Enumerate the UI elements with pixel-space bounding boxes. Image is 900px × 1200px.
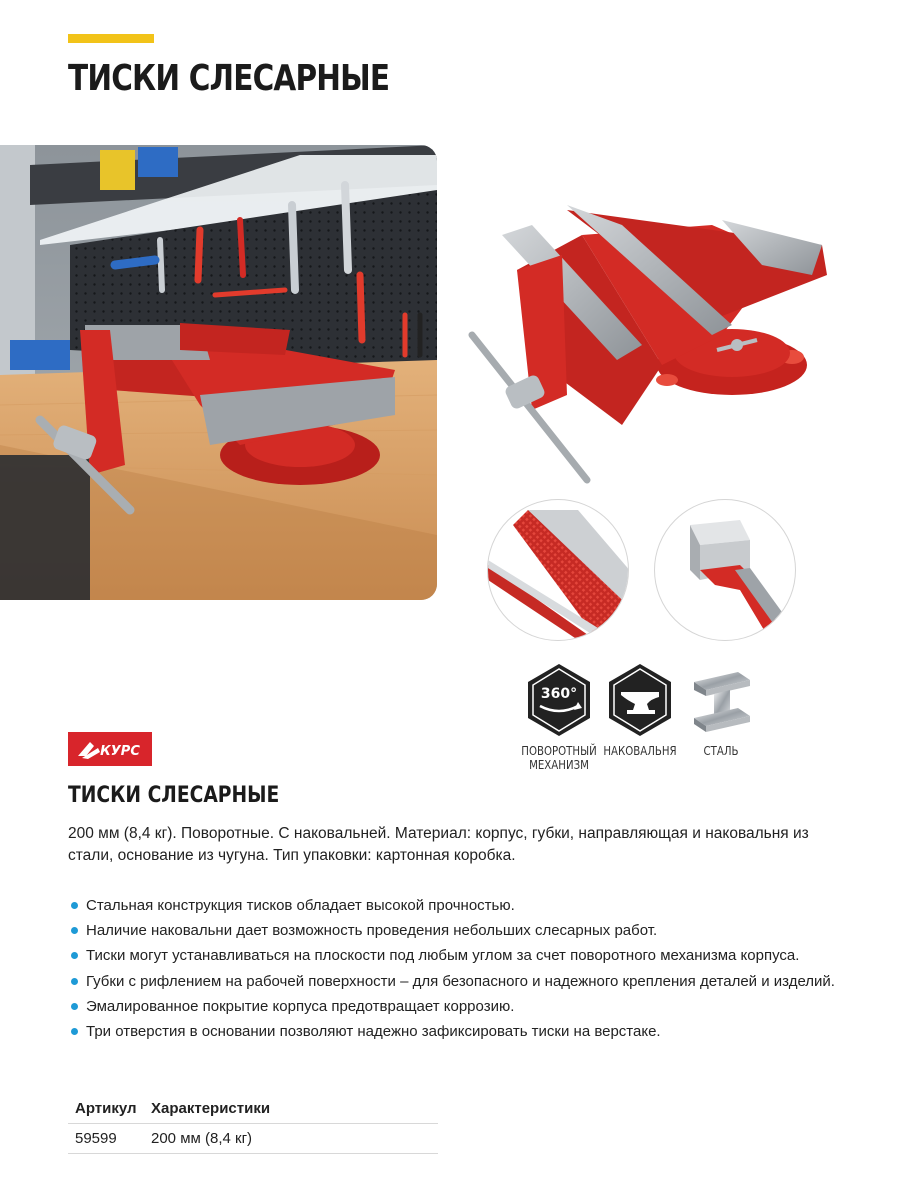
- product-heading: ТИСКИ СЛЕСАРНЫЕ: [68, 783, 280, 808]
- list-item: Тиски могут устанавливаться на плоскости под любым углом за счет поворотного механизма корпуса.: [68, 943, 868, 968]
- page-title: ТИСКИ СЛЕСАРНЫЕ: [68, 58, 390, 99]
- steel-beam-icon: [686, 662, 756, 738]
- anvil-detail: [654, 499, 796, 641]
- list-item: Стальная конструкция тисков обладает высокой прочностью.: [68, 893, 868, 918]
- feature-rotation-label: ПОВОРОТНЫЙ МЕХАНИЗМ: [521, 744, 597, 772]
- list-item: Наличие наковальни дает возможность проведения небольших слесарных работ.: [68, 918, 868, 943]
- vise-product-image: [462, 195, 842, 495]
- product-description: 200 мм (8,4 кг). Поворотные. С наковальней. Материал: корпус, губки, направляющая и наковальня из стали, основание из чугуна. Тип упаковки: картонная коробка.: [68, 825, 809, 864]
- cell-specs: 200 мм (8,4 кг): [144, 1124, 438, 1154]
- table-header-row: [68, 1094, 438, 1124]
- workshop-photo: [0, 145, 437, 600]
- svg-text:КУРС: КУРС: [100, 744, 140, 759]
- feature-anvil-label: НАКОВАЛЬНЯ: [603, 744, 677, 758]
- brand-logo: [68, 732, 152, 766]
- spec-table: [68, 1094, 438, 1154]
- svg-text:360°: 360°: [540, 686, 578, 702]
- column-header-article: Артикул: [68, 1094, 144, 1124]
- rotate-360-icon: [524, 662, 594, 738]
- title-accent-bar: [68, 34, 154, 43]
- list-item: Губки с рифлением на рабочей поверхности – для безопасного и надежного крепления деталей и изделий.: [68, 969, 868, 994]
- feature-steel-label: СТАЛЬ: [703, 744, 739, 758]
- cell-article: 59599: [68, 1124, 144, 1154]
- anvil-icon: [605, 662, 675, 738]
- feature-steel: [671, 662, 771, 758]
- list-item: Три отверстия в основании позволяют надежно зафиксировать тиски на верстаке.: [68, 1019, 868, 1044]
- column-header-specs: Характеристики: [144, 1094, 438, 1124]
- list-item: Эмалированное покрытие корпуса предотвращает коррозию.: [68, 994, 868, 1019]
- feature-list: [68, 893, 868, 1044]
- serrated-jaw-detail: [487, 499, 629, 641]
- table-row: [68, 1124, 438, 1154]
